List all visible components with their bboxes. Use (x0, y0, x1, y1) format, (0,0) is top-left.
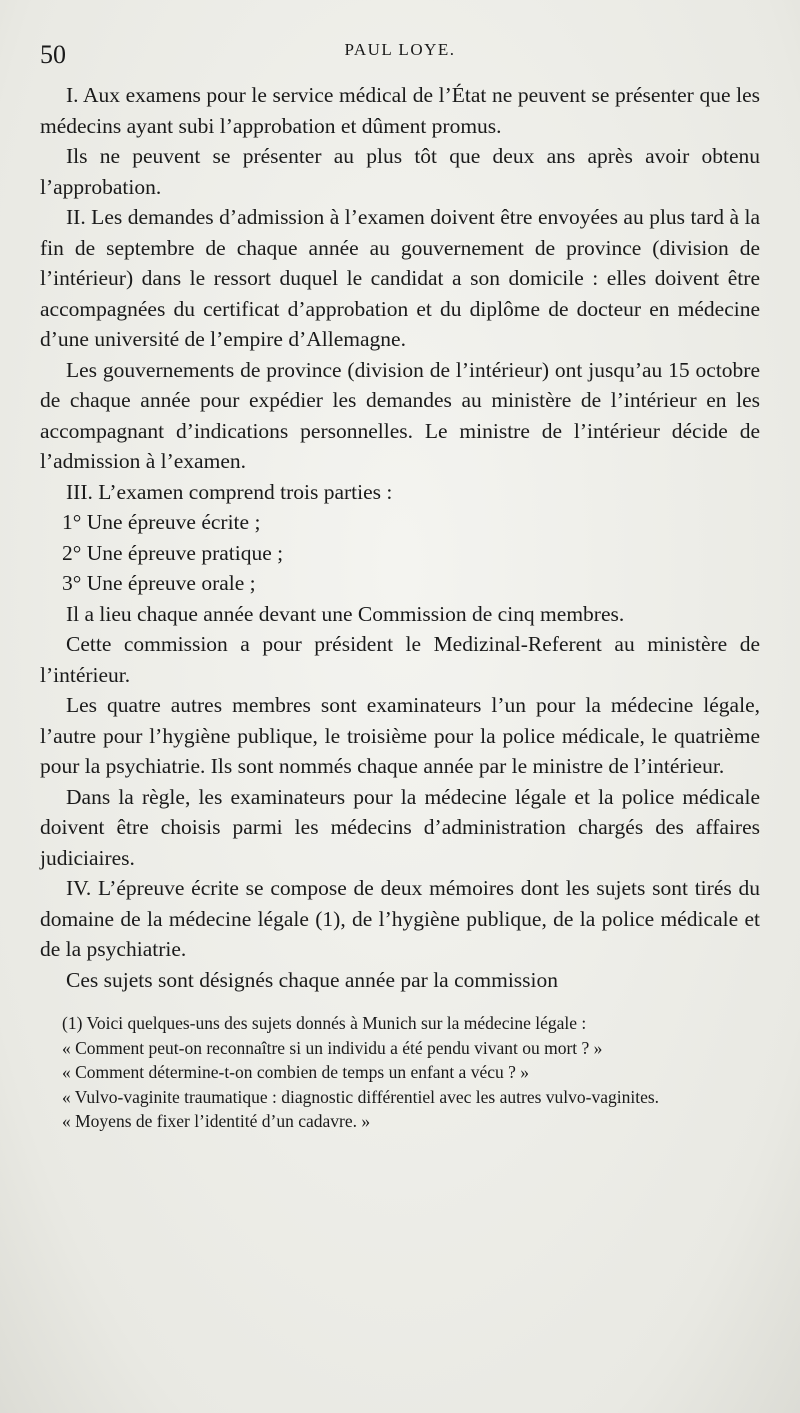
paragraph: II. Les demandes d’admission à l’examen doivent être envoyées au plus tard à la fin de septembre de chaque année au gouvernement de province (division de l’intérieur) dans le ressort duquel le candidat a son domicile : elles doivent être accompagnées du certificat d’approbation et du diplôme de docteur en médecine d’une université de l’empire d’Allemagne. (40, 205, 760, 351)
paragraph: IV. L’épreuve écrite se compose de deux mémoires dont les sujets sont tirés du domaine de la médecine légale (1), de l’hygiène publique, de la police médicale et de la psychiatrie. (40, 876, 760, 961)
footnotes (40, 1011, 760, 1134)
paragraph: Les gouvernements de province (division de l’intérieur) ont jusqu’au 15 octobre de chaque année pour expédier les demandes au ministère de l’intérieur en les accompagnant d’indications personnelles. Le ministre de l’intérieur décide de l’admission à l’examen. (40, 357, 760, 473)
running-head (40, 36, 760, 80)
paragraph: Ces sujets sont désignés chaque année par la commission (66, 967, 559, 992)
running-title: PAUL LOYE. (344, 40, 456, 59)
footnote: « Comment peut-on reconnaître si un individu a été pendu vivant ou mort ? » (62, 1037, 603, 1058)
page-number: 50 (40, 40, 66, 69)
paragraph: Ils ne peuvent se présenter au plus tôt que deux ans après avoir obtenu l’approbation. (40, 144, 760, 199)
list-item: 2° Une épreuve pratique ; (62, 540, 284, 565)
body-text (40, 80, 760, 995)
list-item: 1° Une épreuve écrite ; (62, 510, 261, 534)
footnote: « Moyens de fixer l’identité d’un cadavre. » (62, 1111, 371, 1131)
footnote: « Comment détermine-t-on combien de temps un enfant a vécu ? » (62, 1062, 530, 1082)
list-item: 3° Une épreuve orale ; (62, 571, 256, 595)
footnote: « Vulvo-vaginite traumatique : diagnostic différentiel avec les autres vulvo-vaginites. (62, 1086, 660, 1107)
paragraph: Les quatre autres membres sont examinateurs l’un pour la médecine légale, l’autre pour l’hygiène publique, le troisième pour la police médicale, le quatrième pour la psychiatrie. Ils sont nommés chaque année par le ministre de l’intérieur. (40, 693, 760, 778)
paragraph: Cette commission a pour président le Medizinal-Referent au ministère de l’intérieur. (40, 632, 760, 687)
paragraph: III. L’examen comprend trois parties : (66, 479, 393, 504)
paragraph: Dans la règle, les examinateurs pour la médecine légale et la police médicale doivent être choisis parmi les médecins d’administration chargés des affaires judiciaires. (40, 784, 760, 870)
paragraph: Il a lieu chaque année devant une Commission de cinq membres. (66, 601, 625, 626)
footnote: (1) Voici quelques-uns des sujets donnés à Munich sur la médecine légale : (62, 1013, 587, 1033)
paragraph: I. Aux examens pour le service médical de l’État ne peuvent se présenter que les médecins ayant subi l’approbation et dûment promus. (40, 83, 760, 138)
